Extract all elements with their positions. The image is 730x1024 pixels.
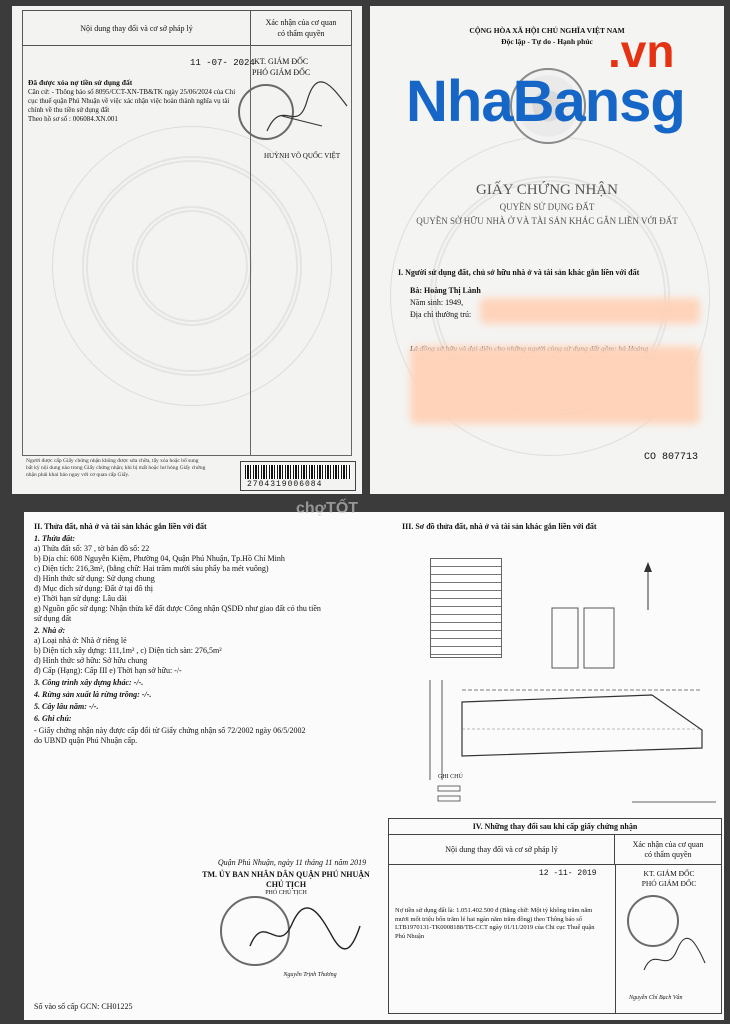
- nation-header: CỘNG HÒA XÃ HỘI CHỦ NGHĨA VIỆT NAM: [469, 26, 625, 35]
- notes-heading: 6. Ghi chú:: [34, 714, 72, 723]
- barcode-box: [240, 461, 356, 491]
- certificate-subtitle-1: QUYỀN SỬ DỤNG ĐẤT: [499, 202, 595, 212]
- barcode-number: 2704319006084: [247, 480, 323, 489]
- certificate-front-page: [370, 6, 724, 494]
- iv-signer-title: KT. GIÁM ĐỐC PHÓ GIÁM ĐỐC: [641, 869, 697, 888]
- register-number: Số vào sổ cấp GCN: CH01225: [34, 1002, 133, 1011]
- owner-birth: Năm sinh: 1949,: [410, 298, 464, 307]
- issue-place-date: Quận Phú Nhuận, ngày 11 tháng 11 năm 2019: [217, 858, 367, 867]
- certificate-inner-page: [24, 512, 724, 1020]
- lot-use-form: d) Hình thức sử dụng: Sử dụng chung: [34, 574, 155, 583]
- usage-warning: Người được cấp Giấy chứng nhận không được sửa chữa, tẩy xóa hoặc bổ sung bất kỳ nội dung nào trong Giấy chứng nhận; khi bị mất hoặc hư hỏng Giấy chứng nhận phải khai báo ngay với cơ quan cấp Giấy.: [26, 458, 206, 478]
- marketplace-watermark: chợTỐT: [296, 500, 359, 517]
- authority-signer: Nguyễn Trịnh Thương: [283, 972, 337, 978]
- redaction-overlay: [410, 346, 700, 424]
- owner-name: Bà: Hoàng Thị Lành: [410, 286, 481, 295]
- vice-chairman-title: PHÓ CHỦ TỊCH: [265, 890, 307, 896]
- section-4-heading: IV. Những thay đổi sau khi cấp giấy chứng nhận: [389, 819, 721, 835]
- certificate-subtitle-2: QUYỀN SỞ HỮU NHÀ Ở VÀ TÀI SẢN KHÁC GẮN LIỀN VỚI ĐẤT: [416, 216, 678, 226]
- lot-area: c) Diện tích: 216,3m², (bằng chữ: Hai trăm mười sáu phẩy ba mét vuông): [34, 564, 269, 573]
- land-lot-heading: 1. Thửa đất:: [34, 534, 76, 543]
- owner-address-label: Địa chỉ thường trú:: [410, 310, 472, 319]
- brand-logo: NhaBansg: [406, 69, 685, 134]
- land-use-debt-note: Nợ tiền sử dụng đất là: 1.051.402.500 đ (Bằng chữ: Một tỷ không trăm năm mươi mốt triệu bốn trăm lẻ hai ngàn năm trăm đồng) theo Thông báo số LTB1970131-TK0008188/TB-CCT ngày 01/11/2019 của Chi cục Thuế quận Phú Nhuận: [395, 907, 595, 940]
- iv-date: 12 -11- 2019: [539, 869, 597, 878]
- debt-cleared-note: Đã được xóa nợ tiền sử dụng đất Căn cứ: - Thông báo số 8095/CCT-XN-TB&TK ngày 25/06/2024 của Chi cục thuế quận Phú Nhuận về việc xác nhận việc hoàn thành nghĩa vụ tài chính về thu tiền sử dụng đất Theo hồ sơ số : 006084.XN.001: [28, 78, 236, 123]
- section-2-heading: II. Thửa đất, nhà ở và tài sản khác gắn liền với đất: [34, 522, 207, 531]
- house-grade: đ) Cấp (Hạng): Cấp III e) Thời hạn sở hữu: -/-: [34, 666, 182, 675]
- house-area: b) Diện tích xây dựng: 111,1m² , c) Diện tích sàn: 276,5m²: [34, 646, 222, 655]
- changes-after-issue-table: [388, 818, 722, 1014]
- chairman-title: CHỦ TỊCH: [265, 880, 307, 889]
- note-line-1: - Giấy chứng nhận này được cấp đổi từ Giấy chứng nhận số 72/2002 ngày 06/5/2002: [34, 726, 306, 735]
- lot-plan-drawing: [402, 530, 722, 810]
- section-1-heading: I. Người sử dụng đất, chủ sở hữu nhà ở và tài sản khác gắn liền với đất: [398, 268, 640, 277]
- signature-scribble: [262, 76, 352, 146]
- changes-table-header: [22, 10, 352, 46]
- certificate-title: GIẤY CHỨNG NHẬN: [476, 182, 618, 198]
- lot-diagram: [402, 530, 722, 810]
- section-4-header: [389, 835, 721, 865]
- signature-scribble: [244, 906, 364, 966]
- changes-col-content: Nội dung thay đổi và cơ sở pháp lý: [23, 11, 251, 45]
- perennial-trees: 5. Cây lâu năm: -/-.: [34, 702, 99, 711]
- map-legend-label: GHI CHÚ: [438, 774, 463, 780]
- changes-col-authority: Xác nhận của cơ quan có thẩm quyền: [265, 18, 337, 38]
- redaction-overlay: [480, 298, 700, 324]
- house-heading: 2. Nhà ở:: [34, 626, 66, 635]
- signer-title: KT. GIÁM ĐỐC PHÓ GIÁM ĐỐC: [252, 57, 311, 77]
- certificate-serial: CO 807713: [644, 452, 699, 463]
- lot-origin-cont: sử dụng đất: [34, 614, 72, 623]
- lot-origin: g) Nguồn gốc sử dụng: Nhận thừa kế đất được Công nhận QSDĐ như giao đất có thu tiền: [34, 604, 321, 613]
- barcode: [245, 465, 351, 479]
- section-4-body: [389, 865, 721, 1013]
- note-line-2: do UBND quận Phú Nhuận cấp.: [34, 736, 138, 745]
- section-4-divider: [615, 865, 616, 1013]
- lot-purpose: đ) Mục đích sử dụng: Đất ở tại đô thị: [34, 584, 153, 593]
- section-3-heading: III. Sơ đồ thửa đất, nhà ở và tài sản khác gắn liền với đất: [402, 522, 597, 531]
- lot-duration: e) Thời hạn sử dụng: Lâu dài: [34, 594, 127, 603]
- signature-scribble: [639, 935, 709, 985]
- house-ownership: d) Hình thức sở hữu: Sở hữu chung: [34, 656, 148, 665]
- change-date: 11 -07- 2024: [190, 58, 255, 68]
- lot-address: b) Địa chỉ: 608 Nguyễn Kiệm, Phường 04, Quận Phú Nhuận, Tp.Hồ Chí Minh: [34, 554, 285, 563]
- brand-tld: .vn: [608, 25, 675, 77]
- house-type: a) Loại nhà ở: Nhà ở riêng lẻ: [34, 636, 127, 645]
- section-4-col-content: Nội dung thay đổi và cơ sở pháp lý: [389, 835, 615, 864]
- issuing-authority: TM. ỦY BAN NHÂN DÂN QUẬN PHÚ NHUẬN: [202, 870, 370, 879]
- certificate-back-page: [12, 6, 362, 494]
- section-4-col-authority: Xác nhận của cơ quan có thẩm quyền: [632, 839, 704, 859]
- iv-signer-name: Nguyễn Chí Bạch Vân: [629, 995, 683, 1001]
- planted-forest: 4. Rừng sản xuất là rừng trồng: -/-.: [34, 690, 152, 699]
- other-works: 3. Công trình xây dựng khác: -/-.: [34, 678, 144, 687]
- lot-number: a) Thửa đất số: 37 , tờ bản đồ số: 22: [34, 544, 150, 553]
- nation-motto: Độc lập - Tự do - Hạnh phúc: [501, 37, 593, 46]
- signer-name: HUỲNH VÕ QUỐC VIỆT: [264, 152, 341, 160]
